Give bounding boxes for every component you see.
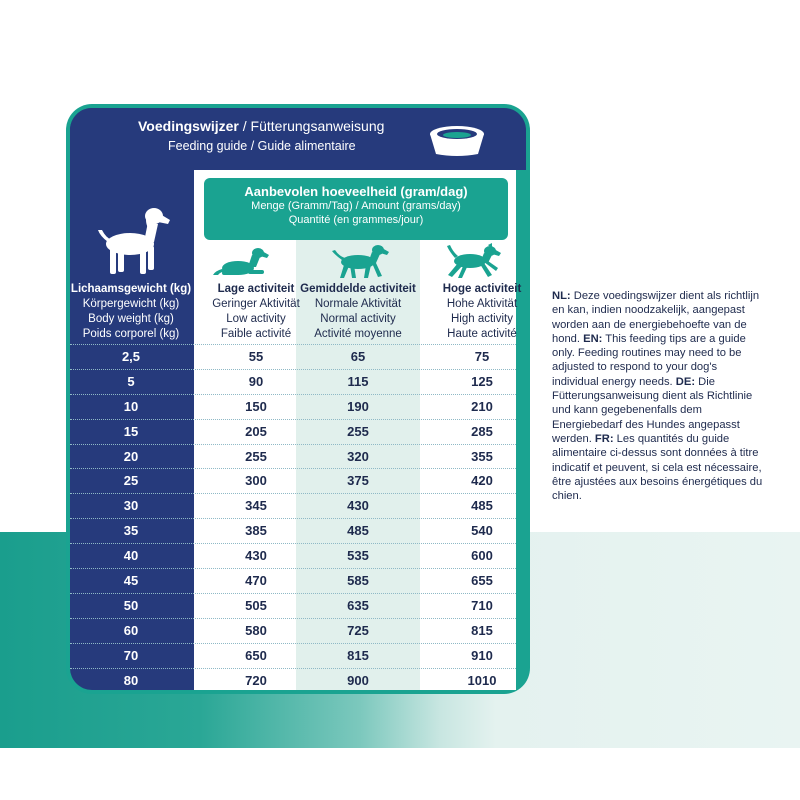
low-activity-en: Low activity [226,313,286,325]
amount-header-box [204,178,508,240]
note-fr-label: FR: [594,432,614,445]
weight-cell: 30 [123,498,139,514]
guide-title [138,118,384,134]
high-activity-cell: 125 [471,373,493,389]
high-activity-cell: 600 [471,548,493,564]
dog-standing-icon [96,206,172,276]
table-row [70,444,516,469]
high-activity-nl: Hoge activiteit [442,283,522,295]
row-divider [70,643,516,644]
low-activity-cell: 580 [245,622,267,638]
feeding-table [70,344,516,692]
normal-activity-cell: 815 [347,647,369,663]
low-activity-de: Geringer Aktivität [212,298,300,310]
row-divider [70,468,516,469]
row-divider [70,493,516,494]
note-de: Die Fütterungsanweisung dient als Richtlinie und kann gegebenenfalls dem Energiebedarf des Hundes angepasst werden. [552,375,753,445]
amount-header-fr: Quantité (en grammes/jour) [288,214,424,226]
normal-activity-cell: 320 [347,448,369,464]
weight-cell: 5 [127,373,135,389]
row-divider [70,568,516,569]
title-nl: Voedingswijzer [138,118,239,134]
note-en-label: EN: [583,332,603,345]
row-divider [70,668,516,669]
weight-header-de: Körpergewicht (kg) [82,298,180,310]
normal-activity-cell: 485 [347,523,369,539]
table-row [70,493,516,518]
table-row [70,543,516,568]
weight-cell: 40 [123,548,139,564]
high-activity-de: Hohe Aktivität [446,298,518,310]
weight-cell: 15 [123,423,139,439]
low-activity-cell: 255 [245,448,267,464]
note-de-label: DE: [675,375,696,388]
high-activity-en: High activity [451,313,513,325]
table-row [70,419,516,444]
high-activity-cell: 420 [471,473,493,489]
high-activity-cell: 655 [471,573,493,589]
table-row [70,643,516,668]
high-activity-cell: 815 [471,622,493,638]
row-divider [70,419,516,420]
guide-subtitle: Feeding guide / Guide alimentaire [168,139,356,153]
normal-activity-cell: 255 [347,423,369,439]
normal-activity-cell: 900 [347,672,369,688]
normal-activity-cell: 535 [347,548,369,564]
normal-activity-cell: 725 [347,622,369,638]
row-divider [70,518,516,519]
dog-lying-icon [212,245,270,277]
low-activity-fr: Faible activité [220,328,292,340]
weight-cell: 80 [123,672,139,688]
high-activity-cell: 910 [471,647,493,663]
weight-cell: 70 [123,647,139,663]
weight-header-nl: Lichaamsgewicht (kg) [70,283,192,295]
table-row [70,344,516,369]
normal-activity-de: Normale Aktivität [314,298,402,310]
low-activity-cell: 345 [245,498,267,514]
high-activity-cell: 710 [471,597,493,613]
low-activity-cell: 150 [245,398,267,414]
high-activity-cell: 485 [471,498,493,514]
high-activity-cell: 355 [471,448,493,464]
row-divider [70,593,516,594]
note-nl-label: NL: [552,290,571,302]
normal-activity-cell: 430 [347,498,369,514]
amount-header-de-en: Menge (Gramm/Tag) / Amount (grams/day) [251,200,461,212]
low-activity-nl: Lage activiteit [217,283,295,295]
high-activity-cell: 210 [471,398,493,414]
low-activity-cell: 430 [245,548,267,564]
row-divider [70,444,516,445]
row-divider [70,618,516,619]
food-bowl-icon [424,124,490,158]
low-activity-cell: 90 [248,373,264,389]
note-fr: Les quantités du guide alimentaire ci-dessus sont données à titre indicatif et peuvent, si cela est nécessaire, être ajustées aux besoins énergétiques du chien. [552,432,763,503]
normal-activity-en: Normal activity [320,313,396,325]
table-row [70,518,516,543]
normal-activity-nl: Gemiddelde activiteit [300,283,416,295]
weight-cell: 25 [123,473,139,489]
table-row [70,568,516,593]
normal-activity-header [296,282,420,342]
low-activity-cell: 55 [248,349,264,364]
row-divider [70,369,516,370]
low-activity-cell: 470 [245,573,267,589]
high-activity-cell: 1010 [467,672,497,688]
dog-running-icon [444,243,502,279]
weight-cell: 45 [123,573,139,589]
weight-cell: 50 [123,597,139,613]
weight-cell: 35 [123,523,139,539]
normal-activity-cell: 375 [347,473,369,489]
table-row [70,369,516,394]
low-activity-cell: 720 [245,672,267,688]
note-en: This feeding tips are a guide only. Feeding routines may need to be adjusted to respond to your dog's individual energy needs. [552,332,746,388]
title-de: / Fütterungsanweisung [238,118,385,134]
weight-cell: 60 [123,622,139,638]
dog-walking-icon [330,243,390,279]
table-row [70,468,516,493]
normal-activity-cell: 635 [347,597,369,613]
normal-activity-cell: 65 [350,349,366,364]
normal-activity-cell: 115 [347,373,369,389]
weight-header [70,282,192,342]
high-activity-header [420,282,544,342]
row-divider [70,344,516,345]
table-row [70,394,516,419]
normal-activity-fr: Activité moyenne [314,328,402,340]
note-nl: Deze voedingswijzer dient als richtlijn en kan, indien noodzakelijk, aangepast worden aan de energiebehoefte van de hond. [552,290,760,345]
row-divider [70,543,516,544]
high-activity-fr: Haute activité [447,328,517,340]
amount-header-nl: Aanbevolen hoeveelheid (gram/dag) [244,184,468,199]
low-activity-cell: 385 [245,523,267,539]
weight-header-fr: Poids corporel (kg) [82,328,180,340]
low-activity-cell: 300 [245,473,267,489]
high-activity-cell: 285 [471,423,493,439]
high-activity-cell: 75 [474,349,490,364]
row-divider [70,394,516,395]
weight-cell: 20 [123,448,139,464]
normal-activity-cell: 585 [347,573,369,589]
weight-cell: 2,5 [121,349,141,364]
weight-cell: 10 [123,398,139,414]
high-activity-cell: 540 [471,523,493,539]
low-activity-cell: 505 [245,597,267,613]
feeding-note [552,289,764,503]
low-activity-cell: 650 [245,647,267,663]
weight-header-en: Body weight (kg) [88,313,174,325]
table-row [70,593,516,618]
table-row [70,618,516,643]
table-row [70,668,516,693]
low-activity-cell: 205 [245,423,267,439]
normal-activity-cell: 190 [347,398,369,414]
